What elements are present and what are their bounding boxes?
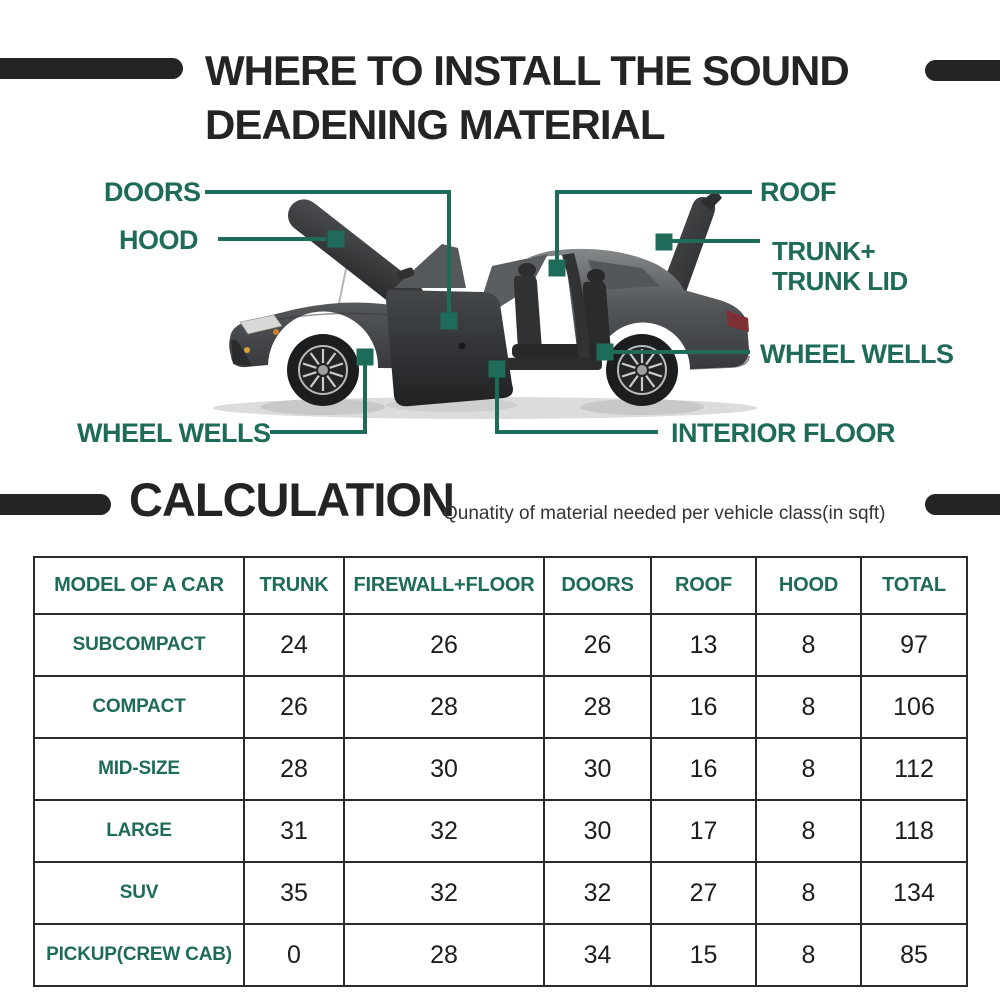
value-cell: 16 bbox=[651, 738, 756, 800]
doors-marker bbox=[441, 313, 458, 330]
model-cell: COMPACT bbox=[34, 676, 244, 738]
column-header-trunk: TRUNK bbox=[244, 557, 344, 614]
value-cell: 26 bbox=[244, 676, 344, 738]
value-cell: 8 bbox=[756, 924, 861, 986]
value-cell: 8 bbox=[756, 862, 861, 924]
model-cell: LARGE bbox=[34, 800, 244, 862]
title-left-bar bbox=[0, 58, 183, 79]
table-row bbox=[34, 862, 967, 924]
value-cell: 8 bbox=[756, 738, 861, 800]
column-header-doors: DOORS bbox=[544, 557, 651, 614]
callout-label-hood: HOOD bbox=[119, 225, 198, 255]
callout-label-trunk bbox=[772, 236, 908, 296]
calculation-left-bar bbox=[0, 494, 111, 515]
table-row bbox=[34, 800, 967, 862]
interior-floor-marker bbox=[489, 361, 506, 378]
table-row bbox=[34, 738, 967, 800]
column-header-model: MODEL OF A CAR bbox=[34, 557, 244, 614]
value-cell: 0 bbox=[244, 924, 344, 986]
callout-label-trunk-line1: TRUNK+ bbox=[772, 236, 876, 266]
value-cell: 28 bbox=[344, 676, 544, 738]
model-cell: MID-SIZE bbox=[34, 738, 244, 800]
front-wheel bbox=[287, 334, 359, 406]
table-row bbox=[34, 924, 967, 986]
material-quantity-table bbox=[33, 556, 968, 987]
value-cell: 30 bbox=[544, 738, 651, 800]
value-cell: 32 bbox=[344, 800, 544, 862]
table-row bbox=[34, 614, 967, 676]
callout-label-doors: DOORS bbox=[104, 177, 201, 207]
value-cell: 28 bbox=[344, 924, 544, 986]
column-header-hood: HOOD bbox=[756, 557, 861, 614]
total-cell: 106 bbox=[861, 676, 967, 738]
value-cell: 8 bbox=[756, 614, 861, 676]
calculation-heading: CALCULATION bbox=[129, 473, 454, 526]
value-cell: 24 bbox=[244, 614, 344, 676]
callout-label-wheel-wells-left: WHEEL WELLS bbox=[77, 418, 271, 448]
callout-label-interior-floor: INTERIOR FLOOR bbox=[671, 418, 895, 448]
calculation-subtitle: Qunatity of material needed per vehicle class(in sqft) bbox=[443, 503, 886, 524]
value-cell: 26 bbox=[344, 614, 544, 676]
model-cell: SUBCOMPACT bbox=[34, 614, 244, 676]
wheel-wells-left-marker bbox=[357, 349, 374, 366]
page-title-line2: DEADENING MATERIAL bbox=[205, 101, 665, 148]
value-cell: 16 bbox=[651, 676, 756, 738]
value-cell: 28 bbox=[544, 676, 651, 738]
rear-wheel bbox=[606, 334, 678, 406]
value-cell: 32 bbox=[544, 862, 651, 924]
value-cell: 27 bbox=[651, 862, 756, 924]
total-cell: 112 bbox=[861, 738, 967, 800]
total-cell: 97 bbox=[861, 614, 967, 676]
value-cell: 13 bbox=[651, 614, 756, 676]
column-header-roof: ROOF bbox=[651, 557, 756, 614]
calculation-right-bar bbox=[925, 494, 1000, 515]
callout-label-wheel-wells-right: WHEEL WELLS bbox=[760, 339, 954, 369]
column-header-firewall-floor: FIREWALL+FLOOR bbox=[344, 557, 544, 614]
value-cell: 34 bbox=[544, 924, 651, 986]
model-cell: PICKUP(CREW CAB) bbox=[34, 924, 244, 986]
roof-marker bbox=[549, 260, 566, 277]
callout-label-roof: ROOF bbox=[760, 177, 836, 207]
value-cell: 28 bbox=[244, 738, 344, 800]
page-title-line1: WHERE TO INSTALL THE SOUND bbox=[205, 47, 849, 94]
value-cell: 30 bbox=[544, 800, 651, 862]
total-cell: 118 bbox=[861, 800, 967, 862]
value-cell: 35 bbox=[244, 862, 344, 924]
value-cell: 30 bbox=[344, 738, 544, 800]
total-cell: 85 bbox=[861, 924, 967, 986]
model-cell: SUV bbox=[34, 862, 244, 924]
wheel-wells-right-marker bbox=[597, 344, 614, 361]
table-header-row bbox=[34, 557, 967, 614]
page-title bbox=[205, 44, 849, 152]
hood-marker bbox=[328, 231, 345, 248]
column-header-total: TOTAL bbox=[861, 557, 967, 614]
title-right-bar bbox=[925, 60, 1000, 81]
trunk-marker bbox=[656, 234, 673, 251]
value-cell: 32 bbox=[344, 862, 544, 924]
value-cell: 8 bbox=[756, 676, 861, 738]
value-cell: 31 bbox=[244, 800, 344, 862]
car-shadow bbox=[213, 397, 757, 419]
total-cell: 134 bbox=[861, 862, 967, 924]
value-cell: 15 bbox=[651, 924, 756, 986]
table-row bbox=[34, 676, 967, 738]
value-cell: 26 bbox=[544, 614, 651, 676]
callout-label-trunk-line2: TRUNK LID bbox=[772, 266, 908, 296]
value-cell: 17 bbox=[651, 800, 756, 862]
value-cell: 8 bbox=[756, 800, 861, 862]
